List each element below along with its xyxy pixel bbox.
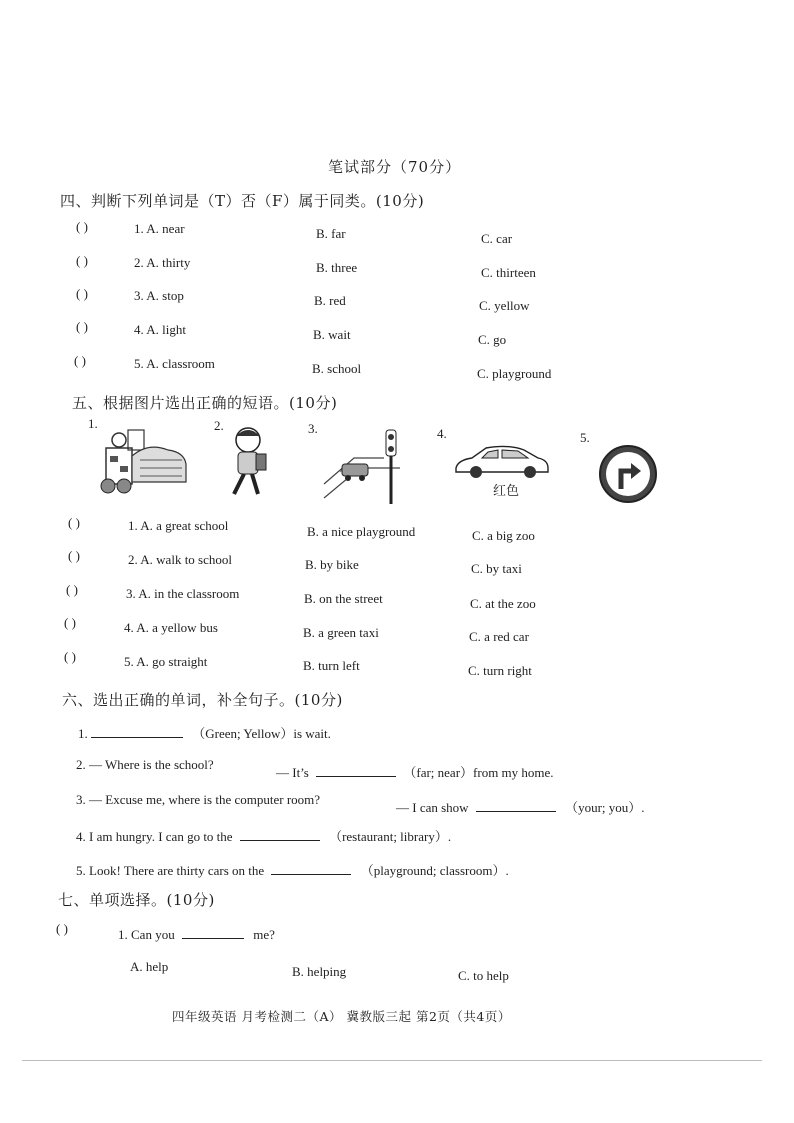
fill-blank[interactable] (271, 862, 351, 875)
option-a: 4. A. a yellow bus (124, 620, 218, 635)
fill-blank[interactable] (91, 725, 183, 738)
sentence-3-answer (396, 797, 645, 816)
boy-walking-image (222, 424, 274, 500)
sentence-3-question: 3. — Excuse me, where is the computer room? (76, 792, 321, 807)
answer-paren[interactable]: ( ) (64, 615, 76, 630)
question-1 (118, 926, 275, 943)
sentence-2-question: 2. — Where is the school? (76, 757, 214, 772)
option-c: C. a red car (469, 629, 529, 644)
answer-paren[interactable]: ( ) (68, 548, 80, 563)
option-b: B. school (312, 361, 362, 376)
section4-heading: 四、判断下列单词是（T）否（F）属于同类。(10分) (60, 192, 425, 210)
sentence-1 (78, 723, 331, 742)
option-a: 5. A. go straight (124, 654, 208, 669)
picture-number: 1. (88, 416, 98, 431)
option-c: C. car (481, 231, 513, 246)
option-b: B. on the street (304, 591, 383, 606)
sentence-5 (76, 860, 509, 879)
option-b: B. helping (292, 964, 347, 979)
answer-text: — It’s (276, 765, 309, 780)
car-image (452, 444, 552, 480)
answer-paren[interactable]: ( ) (76, 286, 88, 301)
sentence-text: 5. Look! There are thirty cars on the (76, 863, 265, 878)
option-b: B. red (314, 293, 346, 308)
fill-blank[interactable] (476, 799, 556, 812)
fill-blank[interactable] (316, 764, 396, 777)
picture-number: 4. (437, 426, 447, 441)
option-a: 3. A. in the classroom (126, 586, 240, 601)
answer-paren[interactable]: ( ) (76, 253, 88, 268)
sentence-choice: （Green; Yellow）is wait. (192, 726, 331, 741)
option-c: C. go (478, 332, 507, 347)
option-b: B. a nice playground (307, 524, 416, 539)
sentence-2-answer (276, 762, 554, 781)
fill-blank[interactable] (182, 926, 244, 939)
option-b: B. far (316, 226, 346, 241)
answer-text: — I can show (396, 800, 469, 815)
sentence-choice: （playground; classroom）. (360, 863, 509, 878)
answer-paren[interactable]: ( ) (68, 515, 80, 530)
option-a: 2. A. thirty (134, 255, 191, 270)
option-a: 1. A. near (134, 221, 185, 236)
section7-heading: 七、单项选择。(10分) (58, 891, 215, 909)
section5-heading: 五、根据图片选出正确的短语。(10分) (72, 394, 338, 412)
option-c: C. playground (477, 366, 552, 381)
car-color-caption: 红色 (493, 483, 520, 498)
question-text-end: me? (253, 927, 275, 942)
answer-paren[interactable]: ( ) (64, 649, 76, 664)
option-b: B. by bike (305, 557, 359, 572)
option-c: C. thirteen (481, 265, 536, 280)
page-title: 笔试部分（70分） (328, 158, 462, 176)
sentence-choice: （far; near）from my home. (403, 765, 554, 780)
turn-right-sign-icon (597, 443, 659, 505)
option-c: C. turn right (468, 663, 532, 678)
option-b: B. a green taxi (303, 625, 379, 640)
option-a: 2. A. walk to school (128, 552, 232, 567)
answer-paren[interactable]: ( ) (66, 582, 78, 597)
school-building-image (98, 424, 190, 498)
answer-paren[interactable]: ( ) (56, 921, 68, 936)
option-c: C. yellow (479, 298, 530, 313)
option-c: C. at the zoo (470, 596, 536, 611)
option-b: B. wait (313, 327, 351, 342)
fill-blank[interactable] (240, 828, 320, 841)
option-a: A. help (130, 959, 169, 974)
section6-heading: 六、选出正确的单词，补全句子。(10分) (62, 691, 343, 709)
sentence-choice: （your; you）. (565, 800, 645, 815)
option-c: C. by taxi (471, 561, 522, 576)
sentence-number: 1. (78, 726, 88, 741)
street-traffic-light-image (320, 428, 408, 506)
option-b: B. turn left (303, 658, 360, 673)
page-footer: 四年级英语 月考检测二（A） 冀教版三起 第2页（共4页） (172, 1009, 511, 1024)
bottom-divider (22, 1060, 762, 1061)
option-c: C. a big zoo (472, 528, 535, 543)
option-a: 5. A. classroom (134, 356, 215, 371)
picture-number: 2. (214, 418, 224, 433)
picture-number: 3. (308, 421, 318, 436)
option-a: 4. A. light (134, 322, 187, 337)
answer-paren[interactable]: ( ) (76, 319, 88, 334)
question-text: 1. Can you (118, 927, 175, 942)
answer-paren[interactable]: ( ) (76, 219, 88, 234)
option-b: B. three (316, 260, 358, 275)
answer-paren[interactable]: ( ) (74, 353, 86, 368)
option-c: C. to help (458, 968, 509, 983)
option-a: 3. A. stop (134, 288, 184, 303)
sentence-choice: （restaurant; library）. (329, 829, 452, 844)
option-a: 1. A. a great school (128, 518, 229, 533)
picture-number: 5. (580, 430, 590, 445)
sentence-text: 4. I am hungry. I can go to the (76, 829, 233, 844)
sentence-4 (76, 826, 451, 845)
